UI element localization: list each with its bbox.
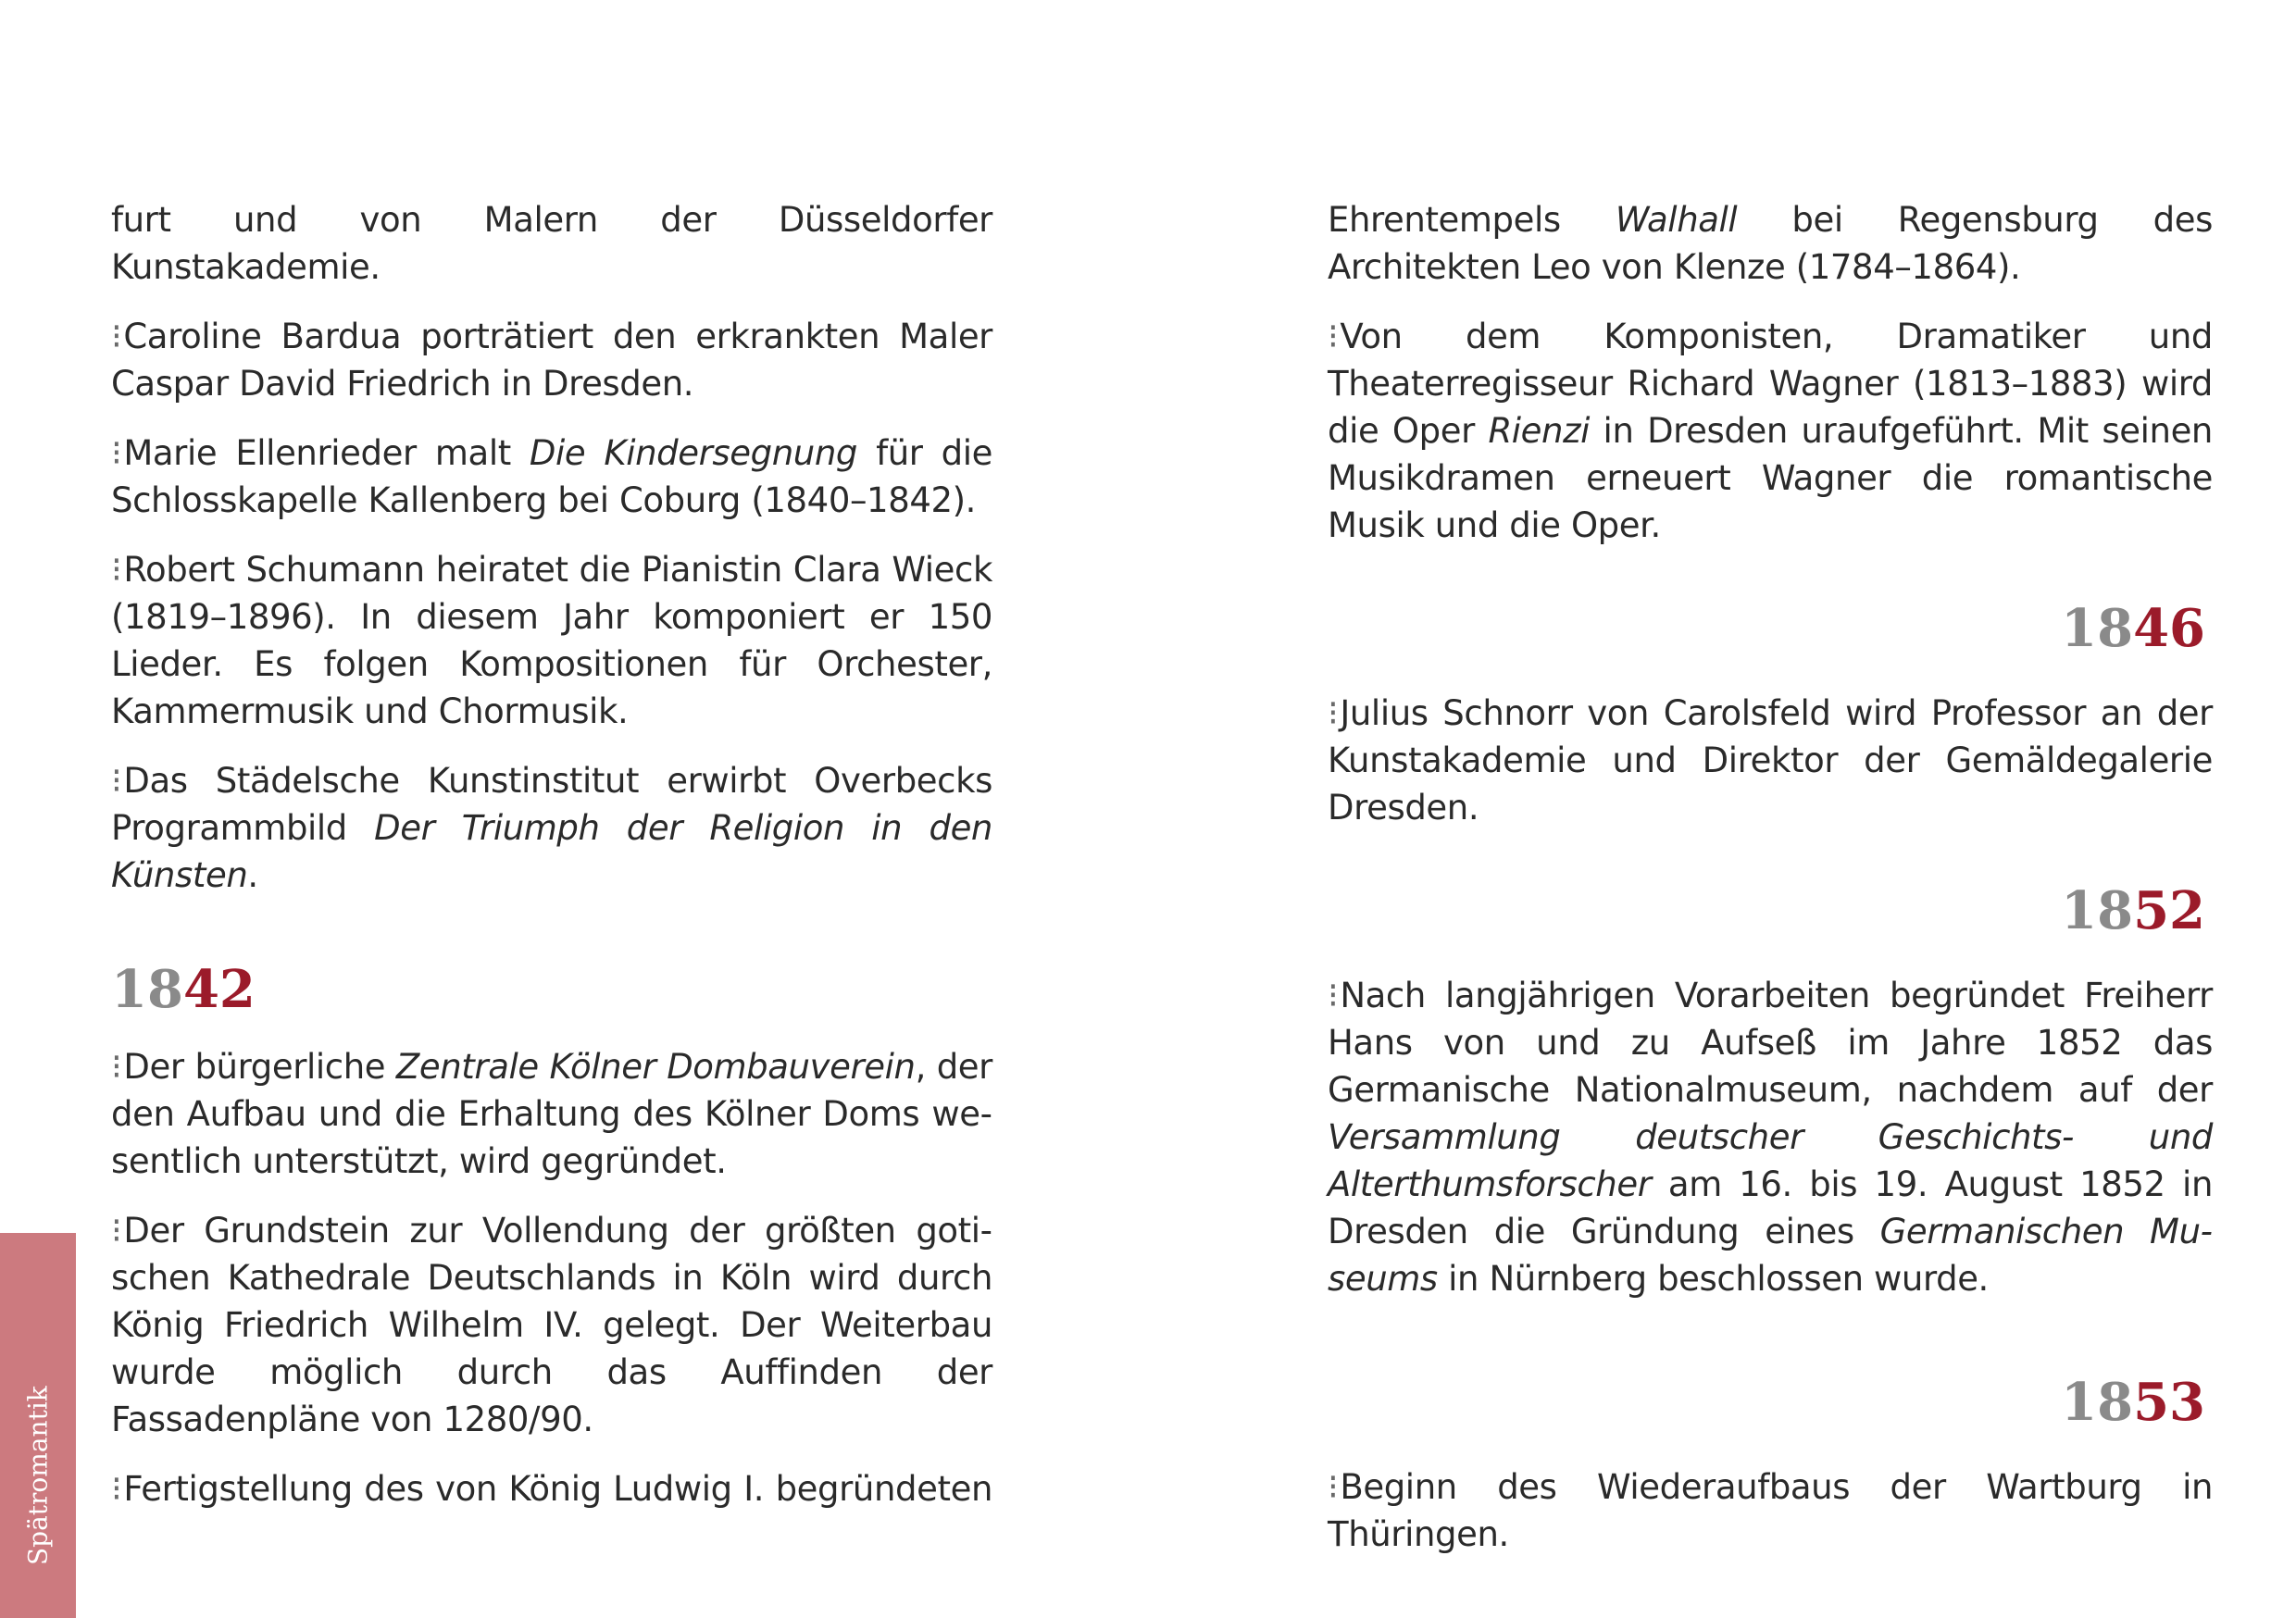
entry-wagner: ⁝Von dem Komponisten, Dramatiker und Theaterregisseur Richard Wagner (1813–1883) wird die Oper Rienzi in Dresden uraufgeführt. Mit seinen Musikdramen erneuert Wagner die romantische Musik und die Oper. (1328, 317, 2213, 545)
bullet-icon: ⁝ (1328, 693, 1339, 733)
entry-staedel: ⁝Das Städelsche Kunstinstitut erwirbt Overbecks Programmbild Der Triumph der Religion in den Künsten. (111, 761, 992, 895)
bullet-icon: ⁝ (111, 761, 122, 801)
bullet-icon: ⁝ (1328, 1467, 1339, 1507)
entry-wartburg: ⁝Beginn des Wiederaufbaus der Wartburg in Thüringen. (1328, 1467, 2213, 1554)
year-heading-1842: 1842 (111, 959, 256, 1020)
bullet-icon: ⁝ (111, 1469, 122, 1509)
bullet-icon: ⁝ (111, 1047, 122, 1087)
chapter-tab-label: Spätromantik (22, 1386, 54, 1565)
entry-schumann: ⁝Robert Schumann heiratet die Pianistin Clara Wieck (1819–1896). In diesem Jahr komponiert er 150 Lieder. Es folgen Kompositionen für Orchester, Kammermusik und Chormusik. (111, 550, 992, 731)
entry-walhall-start: ⁝Fertigstellung des von König Ludwig I. begründeten (111, 1469, 992, 1509)
bullet-icon: ⁝ (111, 433, 122, 473)
entry-walhall-end: Ehrentempels Walhall bei Regensburg des Architekten Leo von Klenze (1784–1864). (1328, 200, 2214, 287)
entry-continuation: furt und von Malern der Düsseldorfer Kunstakademie. (111, 200, 992, 287)
year-heading-1852: 1852 (2061, 880, 2205, 941)
year-heading-1846: 1846 (2061, 598, 2205, 659)
year-heading-1853: 1853 (2061, 1372, 2205, 1433)
bullet-icon: ⁝ (1328, 976, 1339, 1015)
entry-grundstein: ⁝Der Grundstein zur Vollendung der größten gotischen Kathedrale Deutschlands in Köln wird durch König Friedrich Wilhelm IV. gelegt. Der Weiterbau wurde möglich durch das Auffinden der Fassadenpläne von 1280/90. (111, 1211, 992, 1439)
entry-ellenrieder: ⁝Marie Ellenrieder malt Die Kindersegnung für die Schlosskapelle Kallenberg bei Coburg (1840–1842). (111, 433, 992, 520)
entry-bardua: ⁝Caroline Bardua porträtiert den erkrankten Maler Caspar David Friedrich in Dresden. (111, 317, 992, 404)
chapter-tab (0, 1233, 76, 1618)
left-column (111, 196, 992, 1535)
bullet-icon: ⁝ (111, 1211, 122, 1251)
entry-schnorr: ⁝Julius Schnorr von Carolsfeld wird Professor an der Kunstakademie und Direktor der Gemäldegalerie Dresden. (1328, 693, 2213, 828)
bullet-icon: ⁝ (1328, 317, 1339, 356)
entry-dombauverein: ⁝Der bürgerliche Zentrale Kölner Dombauverein, der den Aufbau und die Erhaltung des Kölner Doms wesentlich unterstützt, wird gegründet. (111, 1047, 992, 1181)
bullet-icon: ⁝ (111, 317, 122, 356)
right-column (1328, 196, 2213, 1580)
bullet-icon: ⁝ (111, 550, 122, 590)
entry-aufsess: ⁝Nach langjährigen Vorarbeiten begründet Freiherr Hans von und zu Aufseß im Jahre 1852 das Germanische Nationalmuseum, nachdem auf der Versammlung deutscher Geschichts- und Alterthumsforscher am 16. bis 19. August 1852 in Dresden die Gründung eines Germanischen Museums in Nürnberg beschlossen wurde. (1328, 976, 2213, 1299)
